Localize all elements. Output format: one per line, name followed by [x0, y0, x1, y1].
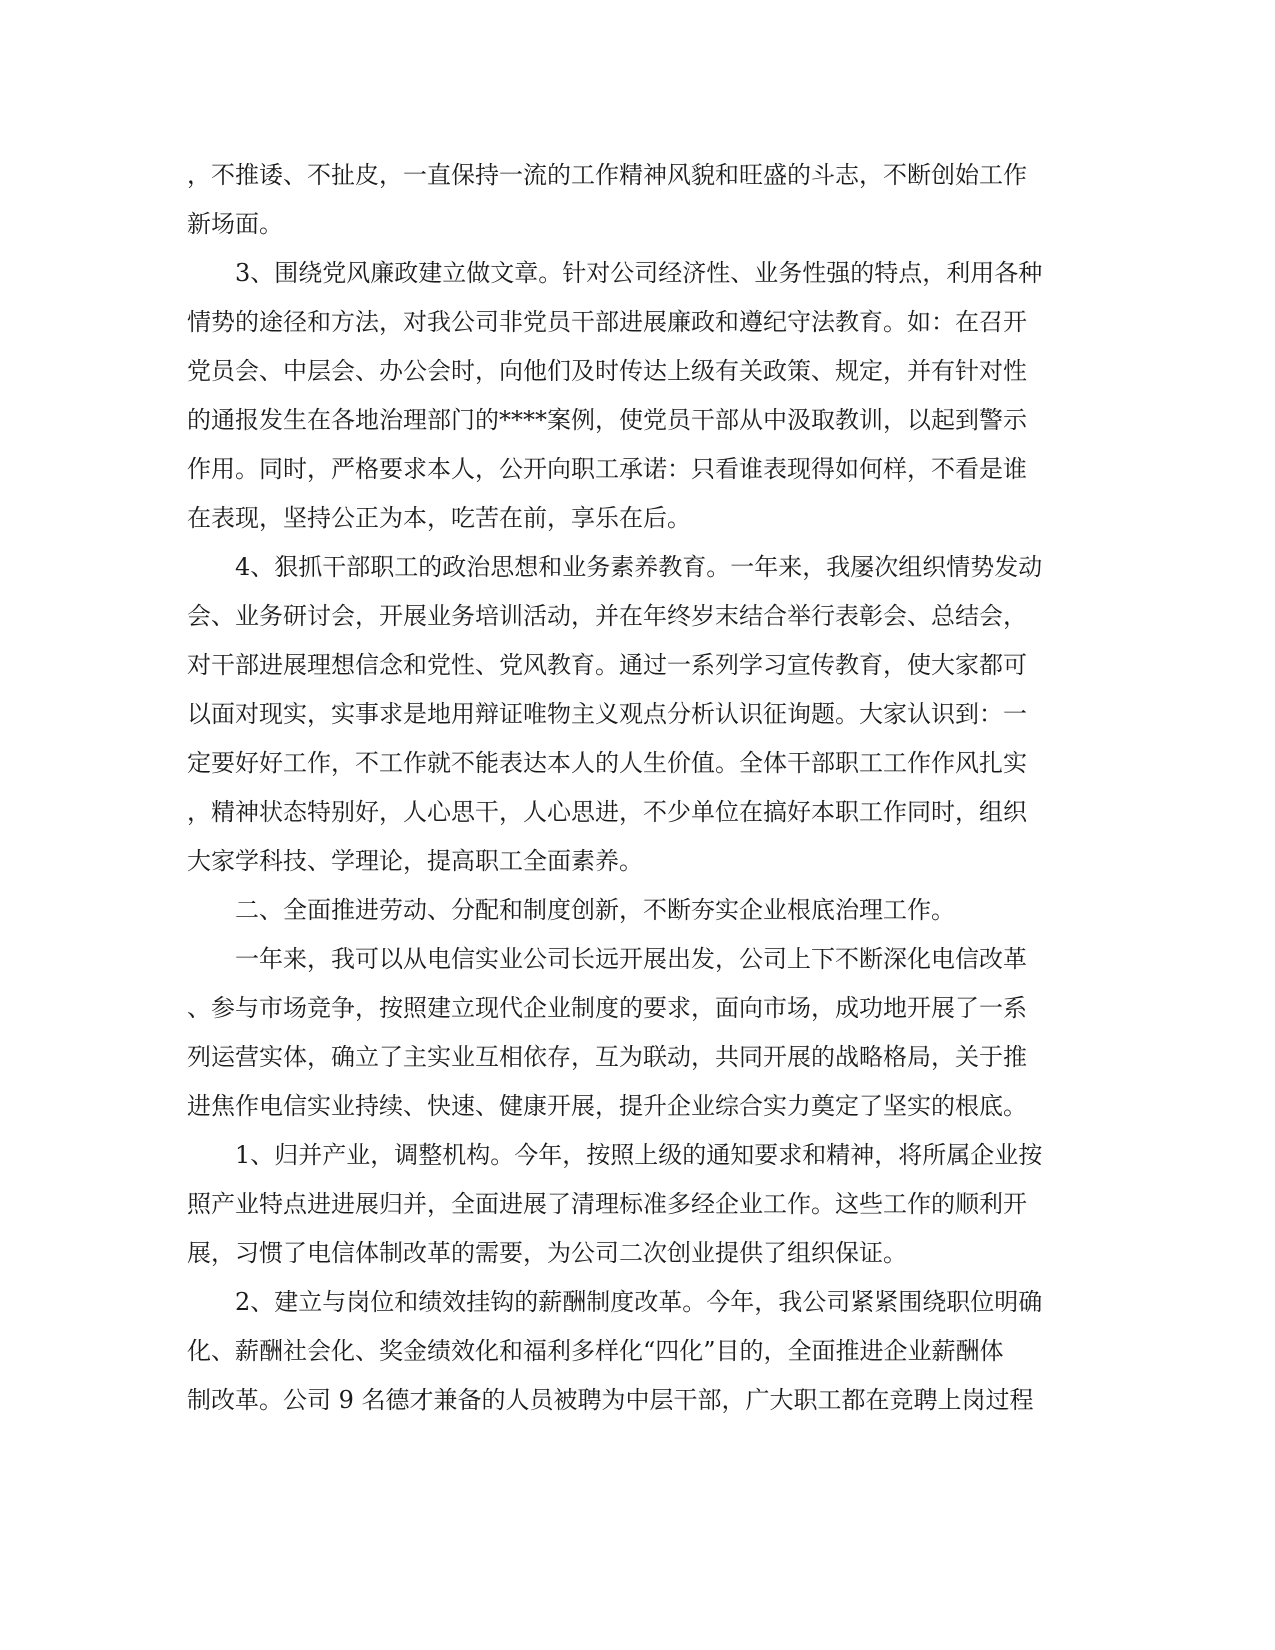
paragraph-start-line: 4、狠抓干部职工的政治思想和业务素养教育。一年来，我屡次组织情势发动	[235, 553, 1043, 581]
text-line: 大家学科技、学理论，提高职工全面素养。	[187, 847, 643, 875]
text-line: 在表现，坚持公正为本，吃苦在前，享乐在后。	[187, 504, 691, 532]
text-line: 的通报发生在各地治理部门的****案例，使党员干部从中汲取教训，以起到警示	[187, 406, 1027, 434]
text-line: 作用。同时，严格要求本人，公开向职工承诺：只看谁表现得如何样，不看是谁	[187, 455, 1027, 483]
text-line: 化、薪酬社会化、奖金绩效化和福利多样化“四化”目的，全面推进企业薪酬体	[187, 1337, 1004, 1365]
text-line: 列运营实体，确立了主实业互相依存，互为联动，共同开展的战略格局，关于推	[187, 1043, 1027, 1071]
text-line: 、参与市场竞争，按照建立现代企业制度的要求，面向市场，成功地开展了一系	[187, 994, 1027, 1022]
paragraph-start-line: 1、归并产业，调整机构。今年，按照上级的通知要求和精神，将所属企业按	[235, 1141, 1043, 1169]
text-line: 照产业特点进进展归并，全面进展了清理标准多经企业工作。这些工作的顺利开	[187, 1190, 1027, 1218]
text-line: 情势的途径和方法，对我公司非党员干部进展廉政和遵纪守法教育。如：在召开	[187, 308, 1027, 336]
text-line: ，精神状态特别好，人心思干，人心思进，不少单位在搞好本职工作同时，组织	[187, 798, 1027, 826]
paragraph-start-line: 3、围绕党风廉政建立做文章。针对公司经济性、业务性强的特点，利用各种	[235, 259, 1043, 287]
text-line: 展，习惯了电信体制改革的需要，为公司二次创业提供了组织保证。	[187, 1239, 907, 1267]
text-line: 定要好好工作，不工作就不能表达本人的人生价值。全体干部职工工作作风扎实	[187, 749, 1027, 777]
paragraph-start-line: 2、建立与岗位和绩效挂钩的薪酬制度改革。今年，我公司紧紧围绕职位明确	[235, 1288, 1043, 1316]
text-line: 制改革。公司 9 名德才兼备的人员被聘为中层干部，广大职工都在竞聘上岗过程	[187, 1386, 1034, 1414]
text-line: 党员会、中层会、办公会时，向他们及时传达上级有关政策、规定，并有针对性	[187, 357, 1027, 385]
text-line: 以面对现实，实事求是地用辩证唯物主义观点分析认识征询题。大家认识到：一	[187, 700, 1027, 728]
text-line: 会、业务研讨会，开展业务培训活动，并在年终岁末结合举行表彰会、总结会，	[187, 602, 1027, 630]
document-body	[187, 151, 1077, 1425]
text-line: 对干部进展理想信念和党性、党风教育。通过一系列学习宣传教育，使大家都可	[187, 651, 1027, 679]
section-heading-line: 二、全面推进劳动、分配和制度创新，不断夯实企业根底治理工作。	[235, 896, 955, 924]
text-line: 新场面。	[187, 210, 283, 238]
text-line: 进焦作电信实业持续、快速、健康开展，提升企业综合实力奠定了坚实的根底。	[187, 1092, 1027, 1120]
text-line: ，不推诿、不扯皮，一直保持一流的工作精神风貌和旺盛的斗志，不断创始工作	[187, 161, 1027, 189]
paragraph-start-line: 一年来，我可以从电信实业公司长远开展出发，公司上下不断深化电信改革	[235, 945, 1027, 973]
